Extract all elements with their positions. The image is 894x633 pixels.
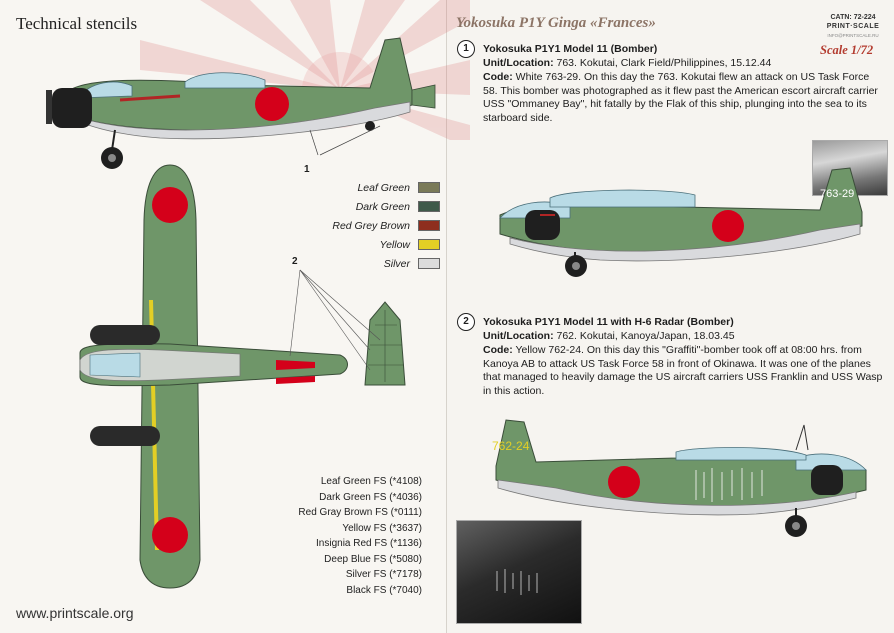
entry-description bbox=[483, 330, 883, 399]
code-label: Code: bbox=[483, 70, 513, 83]
entry-title: Yokosuka P1Y1 Model 11 (Bomber) bbox=[483, 43, 658, 55]
fs-color-item: Black FS (*7040) bbox=[346, 584, 422, 596]
historical-photo-2 bbox=[456, 520, 582, 624]
fs-color-item: Silver FS (*7178) bbox=[345, 569, 422, 580]
fs-color-item: Insignia Red FS (*1136) bbox=[316, 538, 422, 549]
entry-number-badge: 1 bbox=[457, 40, 475, 58]
legend-label: Silver bbox=[383, 257, 410, 270]
legend-label: Yellow bbox=[379, 238, 410, 251]
fs-color-item: Yellow FS (*3637) bbox=[342, 522, 422, 534]
fs-color-list bbox=[236, 474, 422, 598]
fs-color-item: Red Gray Brown FS (*0111) bbox=[298, 507, 422, 518]
main-title: Yokosuka P1Y Ginga «Frances» bbox=[456, 15, 656, 31]
tail-code-762-24: 762-24 bbox=[492, 439, 530, 453]
brand-logo-text: PRINT·SCALE bbox=[826, 23, 880, 30]
code-line bbox=[483, 71, 883, 126]
fs-color-item: Deep Blue FS (*5080) bbox=[324, 553, 422, 565]
scale-label: Scale 1/72 bbox=[820, 43, 874, 57]
code-text: White 763-29. On this day the 763. Kokutai flew an attack on US Task Force 58. This bomber was photographed as it flew past the American escort aircraft carrier USS "Ommaney Bay", hit fatally by the Flak of this ship, plunging into the sea to its starboard side. bbox=[483, 70, 878, 125]
unit-line bbox=[483, 57, 883, 71]
code-label: Code: bbox=[483, 343, 513, 356]
legend-swatch bbox=[418, 258, 440, 269]
legend-label: Red Grey Brown bbox=[332, 219, 410, 232]
tail-code-763-29: 763-29 bbox=[820, 188, 855, 200]
legend-swatch bbox=[418, 220, 440, 231]
technical-stencils-title: Technical stencils bbox=[16, 14, 138, 33]
code-line bbox=[483, 344, 883, 399]
website-link[interactable]: www.printscale.org bbox=[16, 605, 134, 621]
legend-swatch bbox=[418, 201, 440, 212]
brand-subtext: INFO@PRINTSCALE.RU bbox=[827, 33, 879, 38]
catalog-box bbox=[820, 13, 886, 40]
callout-1: 1 bbox=[304, 164, 310, 175]
code-text: Yellow 762-24. On this day this "Graffiti"-bomber took off at 08:00 hrs. from Kanoya AB to attack US Task Force 58 in front of Okinawa. It was one of the planes that managed to heavily damage the US aircraft carriers USS Franklin and USS Wasp in this action. bbox=[483, 343, 883, 398]
graffiti-marks-icon bbox=[457, 521, 581, 623]
fs-color-item: Dark Green FS (*4036) bbox=[319, 491, 422, 503]
side-view-aircraft-763-29 bbox=[480, 160, 880, 285]
legend-swatch bbox=[418, 182, 440, 193]
legend-swatch bbox=[418, 239, 440, 250]
catalog-number: CATN: 72-224 bbox=[830, 14, 876, 21]
entry-number-badge: 2 bbox=[457, 313, 475, 331]
unit-label: Unit/Location: bbox=[483, 330, 554, 342]
unit-line bbox=[483, 330, 883, 344]
entry-title: Yokosuka P1Y1 Model 11 with H-6 Radar (Bomber) bbox=[483, 316, 734, 328]
unit-label: Unit/Location: bbox=[483, 57, 554, 69]
fs-color-item: Leaf Green FS (*4108) bbox=[320, 476, 422, 487]
legend-label: Dark Green bbox=[355, 200, 410, 213]
callout-2: 2 bbox=[292, 256, 298, 267]
legend-label: Leaf Green bbox=[357, 181, 410, 194]
unit-value: 763. Kokutai, Clark Field/Philippines, 15.12.44 bbox=[553, 57, 772, 69]
entry-description bbox=[483, 57, 883, 126]
unit-value: 762. Kokutai, Kanoya/Japan, 18.03.45 bbox=[553, 330, 735, 342]
